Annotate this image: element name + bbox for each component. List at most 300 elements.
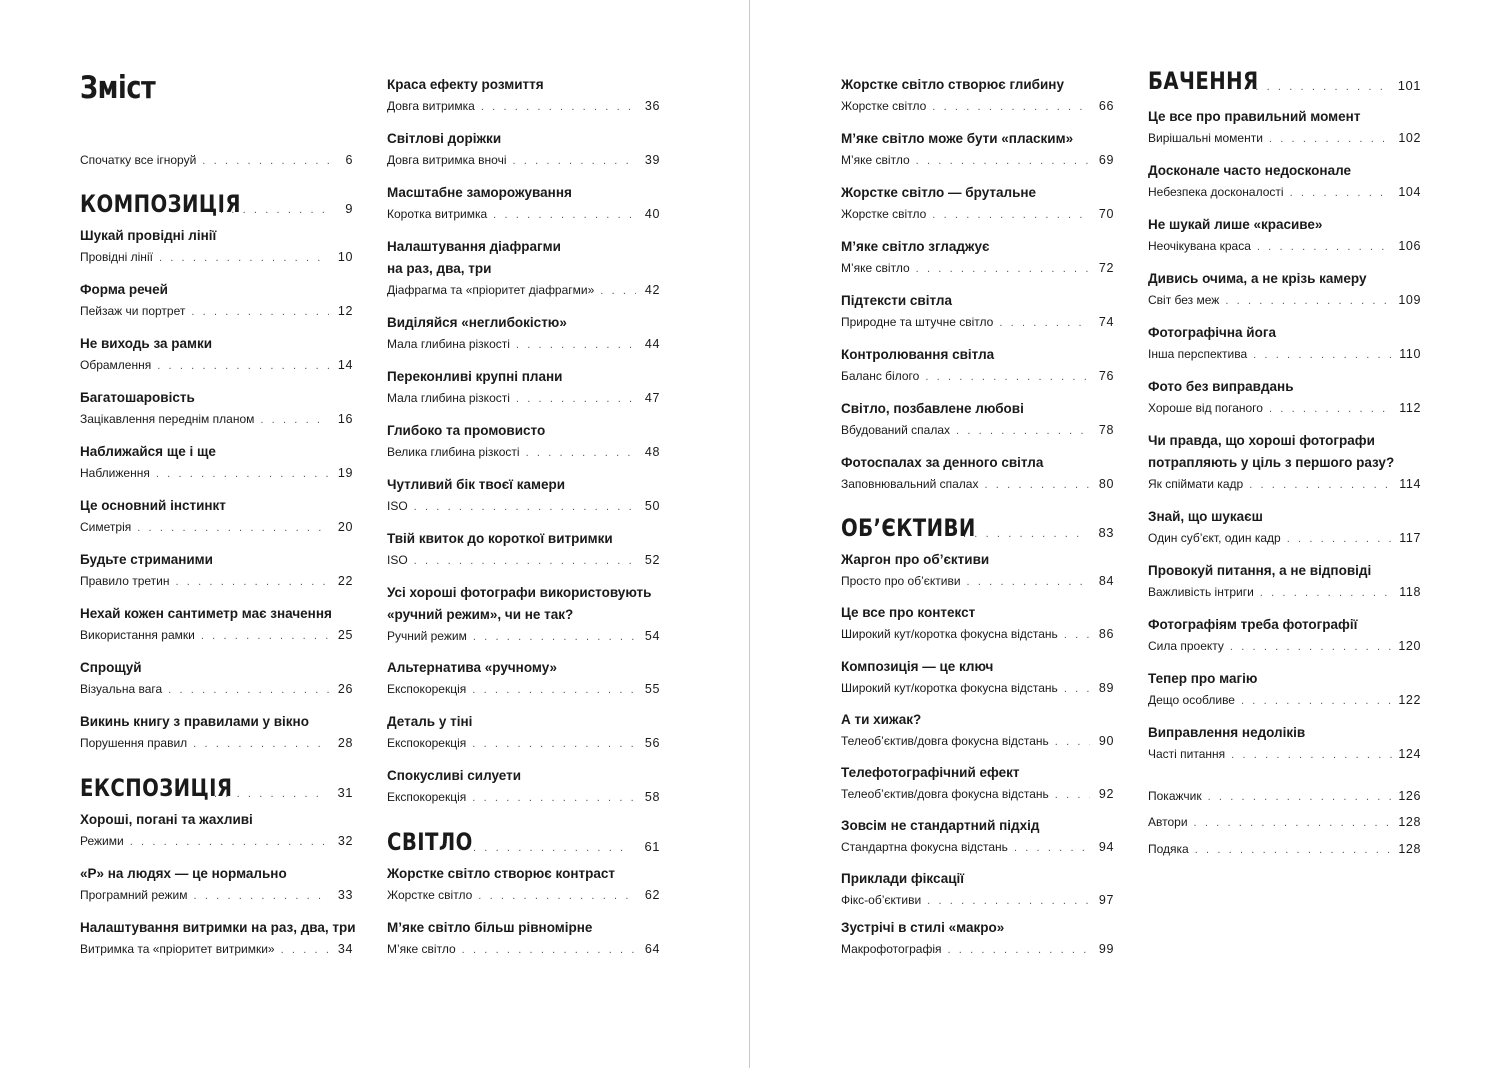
toc-entry[interactable] [387, 128, 660, 170]
dot-leader [1230, 638, 1392, 656]
page-number: 80 [1098, 477, 1114, 491]
section-page-number: 101 [1397, 78, 1421, 93]
toc-subrow [387, 627, 660, 646]
page-number: 64 [644, 942, 660, 956]
dot-leader [1257, 238, 1392, 256]
toc-entry-title: Це основний інстинкт [80, 498, 226, 513]
dot-leader [932, 206, 1090, 224]
toc-entry[interactable] [1148, 268, 1421, 310]
page-number: 52 [644, 553, 660, 567]
dot-leader [1269, 130, 1392, 148]
toc-entry[interactable] [841, 128, 1114, 170]
toc-entry-title: М’яке світло згладжує [841, 239, 990, 254]
page-number: 126 [1398, 789, 1421, 803]
dot-leader [157, 357, 329, 375]
page-number: 56 [644, 736, 660, 750]
toc-entry-title: «Р» на людях — це нормально [80, 866, 287, 881]
page-number: 42 [644, 283, 660, 297]
toc-subrow [1148, 399, 1421, 418]
toc-entry[interactable] [841, 917, 1114, 959]
toc-entry[interactable] [387, 420, 660, 462]
toc-entry-subtitle: Один суб’єкт, один кадр [1148, 531, 1281, 545]
toc-entry-title: Тепер про магію [1148, 671, 1258, 686]
page-number: 90 [1098, 734, 1114, 748]
page-number: 48 [644, 445, 660, 459]
toc-subrow [841, 785, 1114, 804]
toc-entry-subtitle: М’яке світло [841, 153, 910, 167]
toc-entry-title: Це все про правильний момент [1148, 109, 1361, 124]
toc-entry[interactable] [841, 290, 1114, 332]
toc-subrow [841, 940, 1114, 959]
page-number: 20 [337, 520, 353, 534]
back-matter-entry[interactable] [1148, 839, 1421, 859]
toc-entry[interactable] [80, 279, 353, 321]
toc-entry-subtitle: Світ без меж [1148, 293, 1220, 307]
page-number: 16 [337, 412, 353, 426]
toc-entry-subtitle: Жорстке світло [387, 888, 473, 902]
dot-leader [1194, 814, 1393, 832]
toc-subrow [387, 389, 660, 408]
toc-subrow [841, 732, 1114, 751]
toc-entry-subtitle: Коротка витримка [387, 207, 488, 221]
toc-entry[interactable] [1148, 430, 1421, 494]
toc-entry-subtitle: Хороше від поганого [1148, 401, 1263, 415]
section-page-number: 9 [345, 201, 353, 216]
page-number: 10 [337, 250, 353, 264]
toc-entry-subtitle: Наближення [80, 466, 150, 480]
toc-entry-title: Світло, позбавлене любові [841, 401, 1024, 416]
toc-entry-subtitle: Експокорекція [387, 736, 467, 750]
toc-entry[interactable] [1148, 160, 1421, 202]
toc-entry-subtitle: Діафрагма та «пріоритет діафрагми» [387, 283, 595, 297]
toc-entry-title: Виправлення недоліків [1148, 725, 1306, 740]
page-number: 122 [1398, 693, 1421, 707]
page-number: 69 [1098, 153, 1114, 167]
dot-leader [947, 941, 1090, 959]
dot-leader [956, 422, 1090, 440]
toc-entry-title: Усі хороші фотографи використовують [387, 585, 652, 600]
toc-entry[interactable] [80, 809, 353, 851]
page-number: 114 [1399, 477, 1421, 491]
toc-entry[interactable] [1148, 560, 1421, 602]
dot-leader [481, 98, 636, 116]
toc-entry[interactable] [387, 711, 660, 753]
toc-entry[interactable] [387, 312, 660, 354]
toc-entry-title: Викинь книгу з правилами у вікно [80, 714, 309, 729]
dot-leader [1055, 733, 1090, 751]
toc-subrow [1148, 129, 1421, 148]
toc-entry-title-line2: на раз, два, три [387, 261, 492, 276]
toc-entry-title: Приклади фіксації [841, 871, 965, 886]
dot-leader [193, 735, 329, 753]
dot-leader [516, 336, 636, 354]
toc-subrow [387, 680, 660, 699]
section-heading [80, 772, 353, 802]
toc-entry[interactable] [387, 528, 660, 570]
dot-leader [1014, 839, 1090, 857]
toc-entry-intro[interactable] [80, 150, 353, 170]
toc-subrow [1148, 475, 1421, 494]
dot-leader [999, 314, 1090, 332]
page-number: 40 [644, 207, 660, 221]
toc-subrow [841, 259, 1114, 278]
toc-entry[interactable] [387, 182, 660, 224]
page-number: 124 [1398, 747, 1421, 761]
toc-entry-title: Нехай кожен сантиметр має значення [80, 606, 332, 621]
toc-subrow [387, 151, 660, 170]
dot-leader [1064, 680, 1090, 698]
page-number: 47 [644, 391, 660, 405]
toc-subrow [1148, 237, 1421, 256]
dot-leader [516, 390, 636, 408]
toc-entry-title: Краса ефекту розмиття [387, 77, 544, 92]
toc-entry-subtitle: Телеоб’єктив/довга фокусна відстань [841, 734, 1049, 748]
toc-entry-title: Фотоспалах за денного світла [841, 455, 1044, 470]
toc-entry[interactable] [80, 441, 353, 483]
page-number: 112 [1399, 401, 1421, 415]
toc-subrow [841, 572, 1114, 591]
toc-entry[interactable] [841, 868, 1114, 910]
toc-entry-subtitle: М’яке світло [841, 261, 910, 275]
dot-leader [1287, 530, 1394, 548]
page-number: 110 [1399, 347, 1421, 361]
toc-entry[interactable] [80, 225, 353, 267]
toc-entry[interactable] [1148, 506, 1421, 548]
toc-subrow [1148, 183, 1421, 202]
toc-subrow [80, 518, 353, 537]
dot-leader [473, 628, 636, 646]
dot-leader [984, 476, 1090, 494]
toc-entry-subtitle: Вбудований спалах [841, 423, 951, 437]
toc-entry[interactable] [80, 549, 353, 591]
page-number: 72 [1098, 261, 1114, 275]
toc-entry[interactable] [1148, 322, 1421, 364]
toc-subrow [841, 367, 1114, 386]
page-gutter [749, 0, 750, 1068]
toc-entry-subtitle: Жорстке світло [841, 207, 927, 221]
dot-leader [1195, 841, 1393, 859]
toc-subrow [1148, 529, 1421, 548]
dot-leader [472, 789, 636, 807]
back-matter-entry[interactable] [1148, 786, 1421, 806]
toc-subrow [80, 940, 353, 959]
dot-leader [932, 98, 1090, 116]
page-number: 89 [1098, 681, 1114, 695]
page-number: 120 [1398, 639, 1421, 653]
toc-entry[interactable] [387, 474, 660, 516]
toc-entry-title: Форма речей [80, 282, 168, 297]
dot-leader [260, 411, 329, 429]
toc-entry-subtitle: Правило третин [80, 574, 170, 588]
toc-subrow [80, 572, 353, 591]
page-number: 128 [1398, 842, 1421, 856]
dot-leader [1249, 476, 1393, 494]
dot-leader [1055, 786, 1090, 804]
toc-entry-subtitle: Обрамлення [80, 358, 152, 372]
toc-entry-title: Виділяйся «неглибокістю» [387, 315, 567, 330]
toc-entry-title: Фотографічна йога [1148, 325, 1276, 340]
toc-entry-subtitle: М’яке світло [387, 942, 456, 956]
toc-entry-title: Зустрічі в стилі «макро» [841, 920, 1005, 935]
toc-entry-subtitle: Вирішальні моменти [1148, 131, 1263, 145]
page-number: 86 [1098, 627, 1114, 641]
toc-entry[interactable] [841, 74, 1114, 116]
toc-entry-title: М’яке світло може бути «пласким» [841, 131, 1074, 146]
toc-entry[interactable] [80, 917, 356, 959]
toc-entry-title-line2: потрапляють у ціль з першого разу? [1148, 455, 1395, 470]
toc-entry-subtitle: Часті питання [1148, 747, 1226, 761]
toc-subrow [387, 97, 660, 116]
toc-entry[interactable] [841, 762, 1114, 804]
dot-leader [967, 573, 1090, 591]
toc-entry[interactable] [1148, 106, 1421, 148]
toc-entry-title: Спрощуй [80, 660, 142, 675]
toc-entry-subtitle: Програмний режим [80, 888, 188, 902]
page-number: 14 [337, 358, 353, 372]
page-number: 58 [644, 790, 660, 804]
toc-entry-title: А ти хижак? [841, 712, 922, 727]
toc-entry-subtitle: Довга витримка [387, 99, 475, 113]
toc-subrow [80, 734, 353, 753]
toc-entry[interactable] [841, 549, 1114, 591]
dot-leader [1225, 292, 1392, 310]
toc-subrow [387, 281, 660, 300]
toc-entry-title: Спокусливі силуети [387, 768, 522, 783]
dot-leader [927, 892, 1090, 910]
toc-entry[interactable] [841, 182, 1114, 224]
toc-entry[interactable] [1148, 614, 1421, 656]
dot-leader [201, 627, 329, 645]
toc-subrow [387, 443, 660, 462]
page-number: 106 [1398, 239, 1421, 253]
toc-entry[interactable] [387, 863, 660, 905]
toc-entry[interactable] [841, 452, 1114, 494]
page-number: 104 [1398, 185, 1421, 199]
toc-entry[interactable] [841, 344, 1114, 386]
toc-entry-subtitle: Важливість інтриги [1148, 585, 1254, 599]
page-number: 28 [337, 736, 353, 750]
toc-entry-subtitle: Експокорекція [387, 682, 467, 696]
toc-entry-title: Провокуй питання, а не відповіді [1148, 563, 1372, 578]
back-matter-label: Покажчик [1148, 789, 1202, 803]
toc-entry-title: Твій квиток до короткої витримки [387, 531, 613, 546]
dot-leader [194, 887, 329, 905]
dot-leader [473, 842, 630, 854]
toc-entry[interactable] [841, 398, 1114, 440]
page-number: 19 [337, 466, 353, 480]
toc-entry[interactable] [80, 387, 353, 429]
toc-entry-subtitle: Ручний режим [387, 629, 467, 643]
toc-entry-title: Композиція — це ключ [841, 659, 994, 674]
toc-entry[interactable] [841, 656, 1114, 698]
toc-entry-title: Фото без виправдань [1148, 379, 1294, 394]
dot-leader [600, 282, 636, 300]
toc-entry[interactable] [80, 603, 353, 645]
toc-entry[interactable] [1148, 722, 1421, 764]
toc-entry[interactable] [1148, 376, 1421, 418]
toc-entry-subtitle: Широкий кут/коротка фокусна відстань [841, 627, 1058, 641]
dot-leader [175, 573, 329, 591]
toc-entry-title: Жорстке світло створює контраст [387, 866, 615, 881]
toc-subrow [387, 734, 660, 753]
toc-entry-title: Жаргон про об’єктиви [841, 552, 990, 567]
toc-entry[interactable] [841, 236, 1114, 278]
dot-leader [156, 465, 329, 483]
dot-leader [963, 528, 1084, 540]
toc-subrow [387, 497, 660, 516]
toc-subrow [841, 151, 1114, 170]
toc-subrow [841, 97, 1114, 116]
toc-entry-title: Масштабне заморожування [387, 185, 572, 200]
toc-subrow [1148, 637, 1421, 656]
page-number: 74 [1098, 315, 1114, 329]
section-title: БАЧЕННЯ [1148, 67, 1259, 95]
toc-entry-subtitle: Експокорекція [387, 790, 467, 804]
dot-leader [1290, 184, 1393, 202]
dot-leader [916, 260, 1090, 278]
toc-entry-title: Налаштування діафрагми [387, 239, 561, 254]
page-number: 44 [644, 337, 660, 351]
toc-entry-title: Шукай провідні лінії [80, 228, 217, 243]
toc-entry-title: Контролювання світла [841, 347, 995, 362]
dot-leader [137, 519, 329, 537]
toc-subrow [387, 886, 660, 905]
toc-subrow [841, 891, 1114, 910]
toc-entry-title: Глибоко та промовисто [387, 423, 546, 438]
toc-subrow [1148, 813, 1421, 832]
toc-entry[interactable] [80, 657, 353, 699]
toc-subrow [80, 832, 353, 851]
page-number: 62 [644, 888, 660, 902]
page-number: 6 [345, 153, 353, 167]
toc-subrow [841, 838, 1114, 857]
page-number: 39 [644, 153, 660, 167]
toc-entry-subtitle: Сила проекту [1148, 639, 1224, 653]
toc-entry[interactable] [80, 863, 353, 905]
toc-entry-title: Налаштування витримки на раз, два, три [80, 920, 356, 935]
toc-entry-subtitle: Фікс-об’єктиви [841, 893, 922, 907]
toc-entry-subtitle: Дещо особливе [1148, 693, 1235, 707]
toc-subrow [841, 313, 1114, 332]
dot-leader [1231, 746, 1392, 764]
toc-subrow [841, 679, 1114, 698]
dot-leader [130, 833, 329, 851]
dot-leader [191, 303, 329, 321]
page-number: 12 [337, 304, 353, 318]
toc-entry-title-line2: «ручний режим», чи не так? [387, 607, 574, 622]
toc-entry[interactable] [387, 765, 660, 807]
toc-entry-subtitle: Просто про об’єктиви [841, 574, 961, 588]
toc-entry[interactable] [387, 74, 660, 116]
section-heading [387, 826, 660, 856]
toc-subrow [80, 410, 353, 429]
page-number: 26 [337, 682, 353, 696]
toc-entry-title: Дивись очима, а не крізь камеру [1148, 271, 1367, 286]
toc-subrow [841, 475, 1114, 494]
toc-entry-subtitle: ISO [387, 499, 408, 513]
toc-entry-subtitle: Велика глибина різкості [387, 445, 520, 459]
toc-entry-title: Багатошаровість [80, 390, 195, 405]
toc-subrow [1148, 745, 1421, 764]
page-number: 109 [1398, 293, 1421, 307]
page-number: 22 [337, 574, 353, 588]
toc-entry[interactable] [841, 709, 1114, 751]
toc-entry-subtitle: Баланс білого [841, 369, 920, 383]
dot-leader [1064, 626, 1090, 644]
toc-subrow [80, 248, 353, 267]
toc-entry-subtitle: Інша перспектива [1148, 347, 1248, 361]
dot-leader [202, 152, 329, 170]
toc-subrow [1148, 787, 1421, 806]
section-page-number: 61 [644, 839, 660, 854]
page-number: 54 [644, 629, 660, 643]
toc-entry-title: Будьте стриманими [80, 552, 213, 567]
toc-entry[interactable] [387, 366, 660, 408]
toc-subrow [841, 205, 1114, 224]
dot-leader [414, 552, 636, 570]
section-title: СВІТЛО [387, 828, 473, 856]
toc-entry[interactable] [80, 711, 353, 753]
toc-subrow [80, 626, 353, 645]
toc-entry[interactable] [387, 657, 660, 699]
page-number: 70 [1098, 207, 1114, 221]
toc-entry-subtitle: Широкий кут/коротка фокусна відстань [841, 681, 1058, 695]
toc-entry[interactable] [841, 815, 1114, 857]
toc-entry[interactable] [80, 333, 353, 375]
toc-subrow [1148, 345, 1421, 364]
toc-entry[interactable] [841, 602, 1114, 644]
toc-entry-title: Переконливі крупні плани [387, 369, 563, 384]
page-number: 118 [1399, 585, 1421, 599]
toc-entry-subtitle: Природне та штучне світло [841, 315, 994, 329]
toc-subrow [1148, 583, 1421, 602]
toc-subrow [80, 886, 353, 905]
toc-entry[interactable] [387, 582, 660, 646]
dot-leader [925, 368, 1090, 386]
toc-entry-subtitle: Мала глибина різкості [387, 337, 510, 351]
dot-leader [220, 204, 327, 216]
toc-entry-title: Хороші, погані та жахливі [80, 812, 253, 827]
toc-subrow [387, 940, 660, 959]
page-number: 128 [1398, 815, 1421, 829]
toc-entry-subtitle: Стандартна фокусна відстань [841, 840, 1008, 854]
page-number: 78 [1098, 423, 1114, 437]
toc-entry-subtitle: Макрофотографія [841, 942, 942, 956]
toc-entry-title: Це все про контекст [841, 605, 976, 620]
toc-entry-title: Зовсім не стандартний підхід [841, 818, 1040, 833]
toc-entry[interactable] [80, 495, 353, 537]
page-number: 33 [337, 888, 353, 902]
toc-subrow [1148, 291, 1421, 310]
toc-subrow [1148, 840, 1421, 859]
back-matter-entry[interactable] [1148, 812, 1421, 832]
toc-entry[interactable] [1148, 214, 1421, 256]
toc-entry-subtitle: Довга витримка вночі [387, 153, 507, 167]
toc-entry-title: Жорстке світло — брутальне [841, 185, 1037, 200]
toc-entry-subtitle: Зацікавлення переднім планом [80, 412, 255, 426]
toc-entry[interactable] [1148, 668, 1421, 710]
toc-entry[interactable] [387, 236, 660, 300]
page-number: 34 [337, 942, 353, 956]
toc-entry[interactable] [387, 917, 660, 959]
section-title: ОБ’ЄКТИВИ [841, 514, 976, 542]
toc-subrow [387, 788, 660, 807]
section-heading [841, 512, 1114, 542]
toc-entry-title: Фотографіям треба фотографії [1148, 617, 1358, 632]
dot-leader [159, 249, 329, 267]
toc-entry-title: Альтернатива «ручному» [387, 660, 558, 675]
section-heading [1148, 65, 1421, 95]
